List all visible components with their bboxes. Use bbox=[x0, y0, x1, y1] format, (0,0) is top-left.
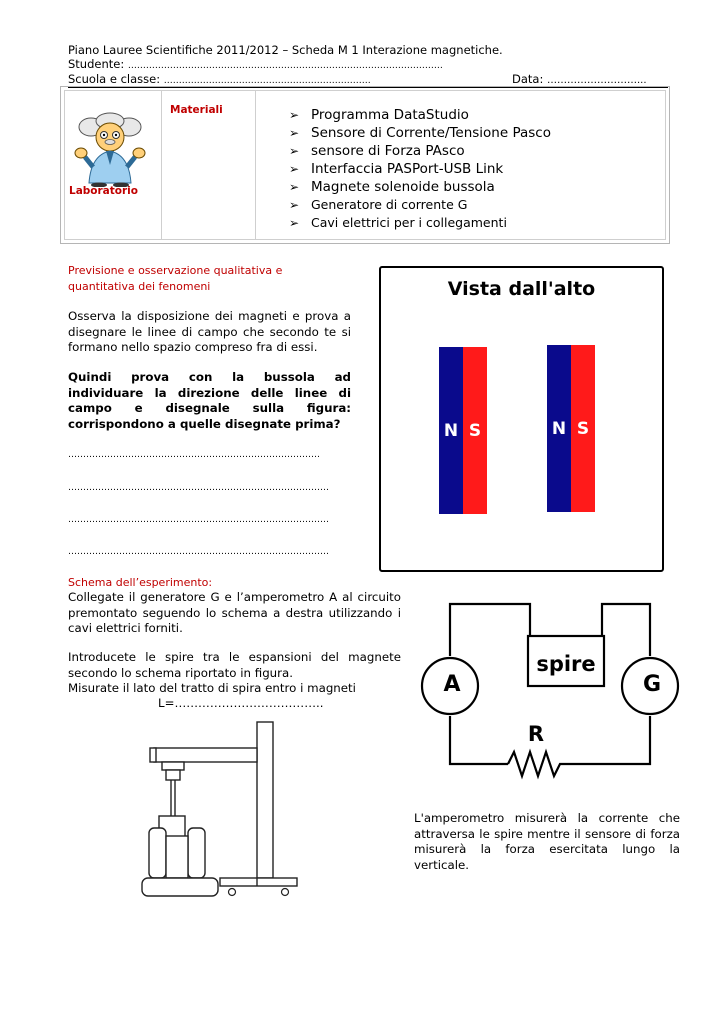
arrow-bullet-icon: ➢ bbox=[289, 144, 300, 158]
magnets-title: Vista dall'alto bbox=[447, 278, 596, 300]
section2-para1: Collegate il generatore G e l’amperometro A al circuito premontato seguendo lo schema a destra utilizzando i cavi elettrici forniti. bbox=[68, 590, 401, 635]
materials-list bbox=[289, 106, 551, 232]
arrow-bullet-icon: ➢ bbox=[289, 180, 300, 194]
arrow-bullet-icon: ➢ bbox=[289, 162, 300, 176]
materials-label: Materiali bbox=[170, 104, 223, 116]
generator-label: G bbox=[642, 672, 662, 697]
section2-title: Schema dell’esperimento: bbox=[68, 576, 213, 589]
answer-line: …………………………………………………………………………… bbox=[68, 483, 329, 493]
apparatus-drawing bbox=[138, 718, 300, 912]
lab-label: Laboratorio bbox=[69, 185, 138, 197]
measurement-note: L'amperometro misurerà la corrente che attraversa le spire mentre il sensore di forza misurerà la forza esercitata lungo la verticale. bbox=[414, 811, 680, 872]
arrow-bullet-icon: ➢ bbox=[289, 198, 300, 212]
list-item: ➢ Cavi elettrici per i collegamenti bbox=[289, 215, 507, 230]
section1-para1: Osserva la disposizione dei magneti e prova a disegnare le linee di campo che secondo te si formano nello spazio compreso fra di essi. bbox=[68, 309, 351, 354]
l-measure-line: L=……………………………….. bbox=[158, 696, 324, 710]
student-label: Studente: bbox=[68, 57, 128, 71]
list-item: ➢ sensore di Forza PAsco bbox=[289, 143, 465, 159]
arrow-bullet-icon: ➢ bbox=[289, 108, 300, 122]
arrow-bullet-icon: ➢ bbox=[289, 126, 300, 140]
school-label: Scuola e classe: bbox=[68, 72, 164, 86]
arrow-bullet-icon: ➢ bbox=[289, 216, 300, 230]
header-line1: Piano Lauree Scientifiche 2011/2012 – Scheda M 1 Interazione magnetiche. bbox=[68, 43, 503, 57]
ammeter-label: A bbox=[443, 672, 461, 697]
answer-line: ………………………………………………………………………… bbox=[68, 450, 320, 460]
magnets-figure bbox=[379, 266, 664, 572]
list-item: ➢ Magnete solenoide bussola bbox=[289, 179, 495, 195]
magnet-s-label: S bbox=[576, 419, 590, 439]
section1-title: Previsione e osservazione qualitativa e quantitativa dei fenomeni bbox=[68, 264, 283, 293]
date-dots: ………………………... bbox=[547, 75, 647, 86]
section1-para2: Quindi prova con la bussola ad individuare la direzione delle linee di campo e disegnale sulla figura: corrispondono a quelle disegnate prima? bbox=[68, 370, 351, 431]
magnet-s-label: S bbox=[468, 421, 482, 441]
resistor-label: R bbox=[527, 722, 545, 746]
section2-para2: Introducete le spire tra le espansioni del magnete secondo lo schema riportato in figura. bbox=[68, 650, 401, 680]
magnet-n-label: N bbox=[551, 419, 567, 439]
answer-line: …………………………………………………………………………… bbox=[68, 515, 329, 525]
list-item: ➢ Interfaccia PASPort-USB Link bbox=[289, 161, 504, 177]
answer-line: …………………………………………………………………………… bbox=[68, 547, 329, 557]
spire-label: spire bbox=[536, 652, 596, 676]
scientist-icon bbox=[71, 109, 149, 187]
list-item: ➢ Sensore di Corrente/Tensione Pasco bbox=[289, 125, 551, 141]
student-dots: …………………………………………………………………………………………… bbox=[127, 61, 443, 71]
school-dots: …………………………………………………………… bbox=[163, 76, 371, 86]
date-label: Data: bbox=[512, 72, 547, 86]
magnet-n-label: N bbox=[443, 421, 459, 441]
section2-para3: Misurate il lato del tratto di spira entro i magneti bbox=[68, 681, 356, 695]
list-item: ➢ Programma DataStudio bbox=[289, 107, 469, 123]
materials-box bbox=[60, 86, 670, 244]
list-item: ➢ Generatore di corrente G bbox=[289, 197, 468, 212]
